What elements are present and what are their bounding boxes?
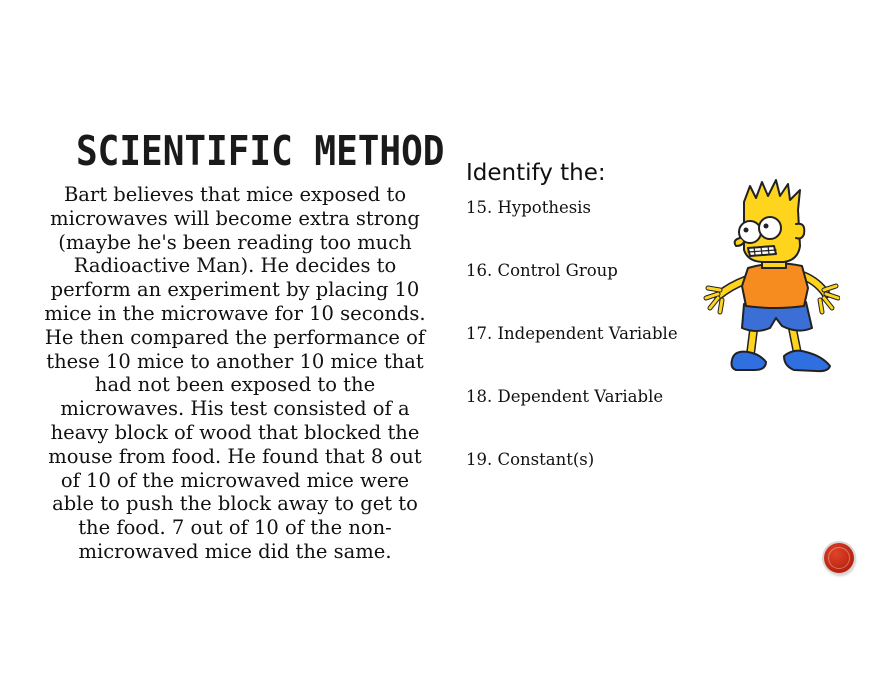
next-slide-button[interactable] bbox=[824, 543, 854, 573]
question-control-group: 16. Control Group bbox=[466, 261, 618, 280]
identify-heading: Identify the: bbox=[466, 160, 606, 186]
slide-title: SCIENTIFIC METHOD bbox=[76, 128, 445, 176]
question-constants: 19. Constant(s) bbox=[466, 450, 595, 469]
bart-simpson-icon bbox=[700, 176, 840, 382]
question-dependent-variable: 18. Dependent Variable bbox=[466, 387, 664, 406]
question-hypothesis: 15. Hypothesis bbox=[466, 198, 591, 217]
experiment-description: Bart believes that mice exposed to microwaves will become extra strong (maybe he's been reading too much Radioactive Man). He decides to perform an experiment by placing 10 mice in the microwave for 10 seconds. He then compared the performance of these 10 mice to another 10 mice that had not been exposed to the microwaves. His test consisted of a heavy block of wood that blocked the mouse from food. He found that 8 out of 10 of the microwaved mice were able to push the block away to get to the food. 7 out of 10 of the non-microwaved mice did the same. bbox=[44, 183, 426, 563]
question-independent-variable: 17. Independent Variable bbox=[466, 324, 678, 343]
